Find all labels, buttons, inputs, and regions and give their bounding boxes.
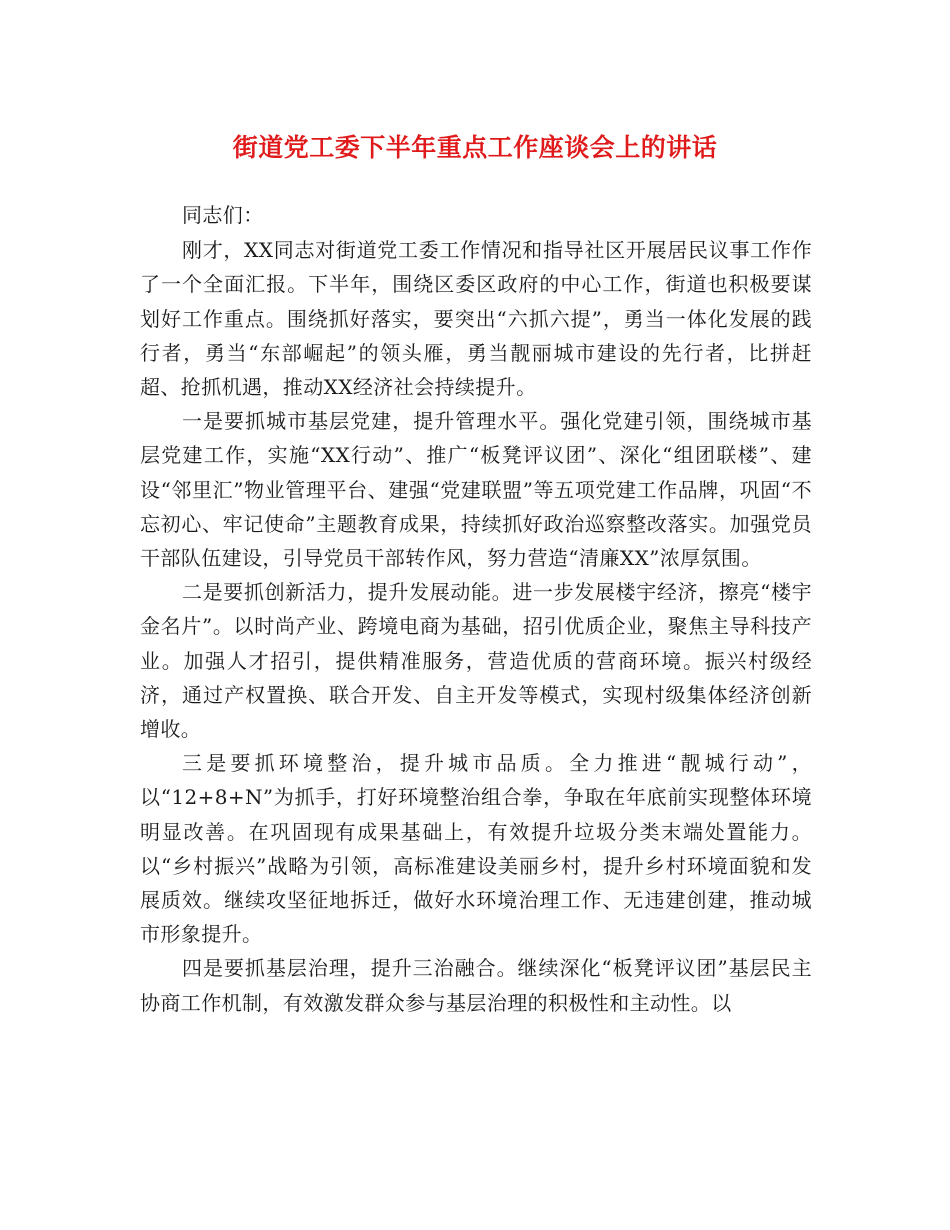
paragraph-point-3: 三是要抓环境整治，提升城市品质。全力推进“靓城行动”，以“12+8+N”为抓手，打好环境整治组合拳，争取在年底前实现整体环境明显改善。在巩固现有成果基础上，有效提升垃圾分类末端处置能力。以“乡村振兴”战略为引领，高标准建设美丽乡村，提升乡村环境面貌和发展质效。继续攻坚征地拆迁，做好水环境治理工作、无违建创建，推动城市形象提升。 [140,751,812,947]
paragraph-point-2: 二是要抓创新活力，提升发展动能。进一步发展楼宇经济，擦亮“楼宇金名片”。以时尚产业、跨境电商为基础，招引优质企业，聚焦主导科技产业。加强人才招引，提供精准服务，营造优质的营商环境。振兴村级经济，通过产权置换、联合开发、自主开发等模式，实现村级集体经济创新增收。 [140,580,812,742]
document-body [140,198,812,1020]
paragraph-point-1: 一是要抓城市基层党建，提升管理水平。强化党建引领，围绕城市基层党建工作，实施“XX行动”、推广“板凳评议团”、深化“组团联楼”、建设“邻里汇”物业管理平台、建强“党建联盟”等五项党建工作品牌，巩固“不忘初心、牢记使命”主题教育成果，持续抓好政治巡察整改落实。加强党员干部队伍建设，引导党员干部转作风，努力营造“清廉XX”浓厚氛围。 [140,409,812,571]
document-title: 街道党工委下半年重点工作座谈会上的讲话 [232,133,718,162]
paragraph-intro: 刚才，XX同志对街道党工委工作情况和指导社区开展居民议事工作作了一个全面汇报。下半年，围绕区委区政府的中心工作，街道也积极要谋划好工作重点。围绕抓好落实，要突出“六抓六提”，勇当一体化发展的践行者，勇当“东部崛起”的领头雁，勇当靓丽城市建设的先行者，比拼赶超、抢抓机遇，推动XX经济社会持续提升。 [140,238,812,400]
salutation: 同志们： [182,203,264,227]
paragraph-point-4: 四是要抓基层治理，提升三治融合。继续深化“板凳评议团”基层民主协商工作机制，有效激发群众参与基层治理的积极性和主动性。以 [140,956,812,1015]
